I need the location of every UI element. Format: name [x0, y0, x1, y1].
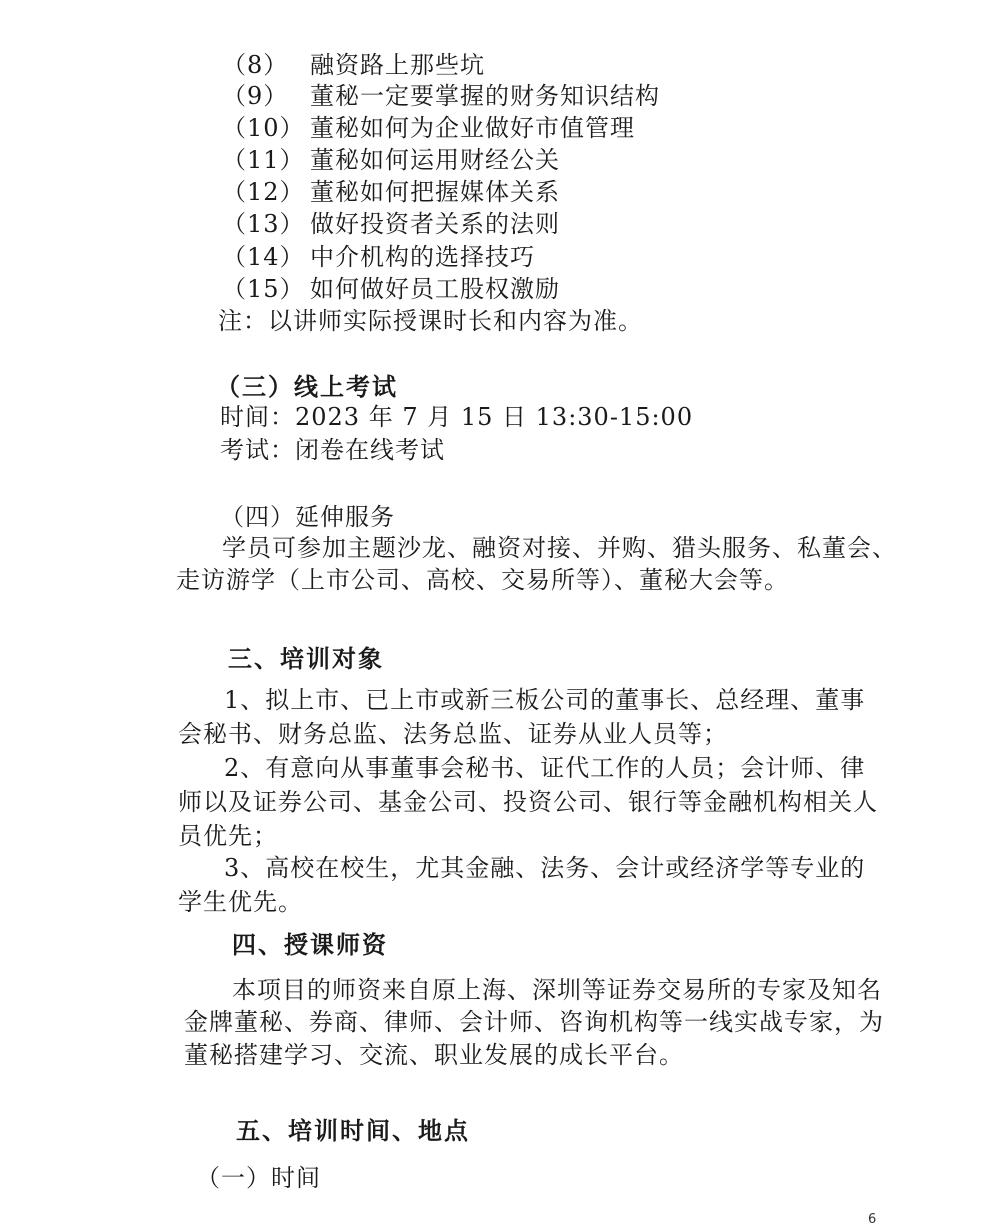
paragraph-line: 员优先；	[178, 822, 278, 850]
exam-mode: 考试：闭卷在线考试	[220, 436, 445, 464]
paragraph-line: 学生优先。	[178, 888, 303, 916]
schedule-subheading: （一）时间	[196, 1164, 321, 1192]
paragraph-line: 师以及证券公司、基金公司、投资公司、银行等金融机构相关人	[178, 788, 878, 816]
list-item-number: （10）	[222, 114, 305, 142]
list-item	[222, 177, 560, 207]
paragraph-line: 金牌董秘、券商、律师、会计师、咨询机构等一线实战专家，为	[184, 1008, 884, 1036]
course-note: 注：以讲师实际授课时长和内容为准。	[218, 307, 643, 335]
list-item-title: 融资路上那些坑	[310, 51, 485, 79]
paragraph-line: 2、有意向从事董事会秘书、证代工作的人员；会计师、律	[224, 754, 866, 782]
list-item	[222, 242, 535, 272]
list-item	[222, 274, 560, 304]
list-item-title: 做好投资者关系的法则	[310, 210, 560, 238]
list-item-title: 董秘如何把握媒体关系	[310, 178, 560, 206]
list-item-title: 中介机构的选择技巧	[310, 243, 535, 271]
section-heading-faculty: 四、授课师资	[232, 931, 388, 959]
paragraph-line: 1、拟上市、已上市或新三板公司的董事长、总经理、董事	[224, 686, 866, 714]
list-item-title: 董秘如何运用财经公关	[310, 146, 560, 174]
list-item-number: （14）	[222, 243, 305, 271]
list-item-number: （15）	[222, 275, 305, 303]
paragraph-line: 会秘书、财务总监、法务总监、证券从业人员等；	[178, 720, 728, 748]
paragraph-line: 董秘搭建学习、交流、职业发展的成长平台。	[184, 1041, 684, 1069]
list-item-title: 如何做好员工股权激励	[310, 275, 560, 303]
list-item-title: 董秘一定要掌握的财务知识结构	[310, 82, 660, 110]
list-item-number: （8）	[222, 51, 289, 79]
list-item	[222, 81, 660, 111]
list-item-number: （11）	[222, 146, 305, 174]
list-item-number: （12）	[222, 178, 305, 206]
paragraph-line: 3、高校在校生，尤其金融、法务、会计或经济学等专业的	[224, 854, 866, 882]
list-item-number: （13）	[222, 210, 305, 238]
paragraph-line: 学员可参加主题沙龙、融资对接、并购、猎头服务、私董会、	[222, 534, 897, 562]
list-item	[222, 50, 485, 80]
exam-time: 时间：2023 年 7 月 15 日 13:30-15:00	[220, 403, 694, 431]
page-number: 6	[868, 1212, 877, 1227]
list-item	[222, 209, 560, 239]
list-item-title: 董秘如何为企业做好市值管理	[310, 114, 635, 142]
paragraph-line: 本项目的师资来自原上海、深圳等证券交易所的专家及知名	[232, 976, 882, 1004]
list-item	[222, 145, 560, 175]
paragraph-line: 走访游学（上市公司、高校、交易所等）、董秘大会等。	[176, 566, 789, 594]
list-item-number: （9）	[222, 82, 289, 110]
section-heading-schedule: 五、培训时间、地点	[236, 1117, 470, 1145]
section-heading-audience: 三、培训对象	[228, 645, 384, 673]
list-item	[222, 113, 635, 143]
extension-heading: （四）延伸服务	[220, 503, 395, 531]
exam-heading: （三）线上考试	[216, 373, 398, 401]
